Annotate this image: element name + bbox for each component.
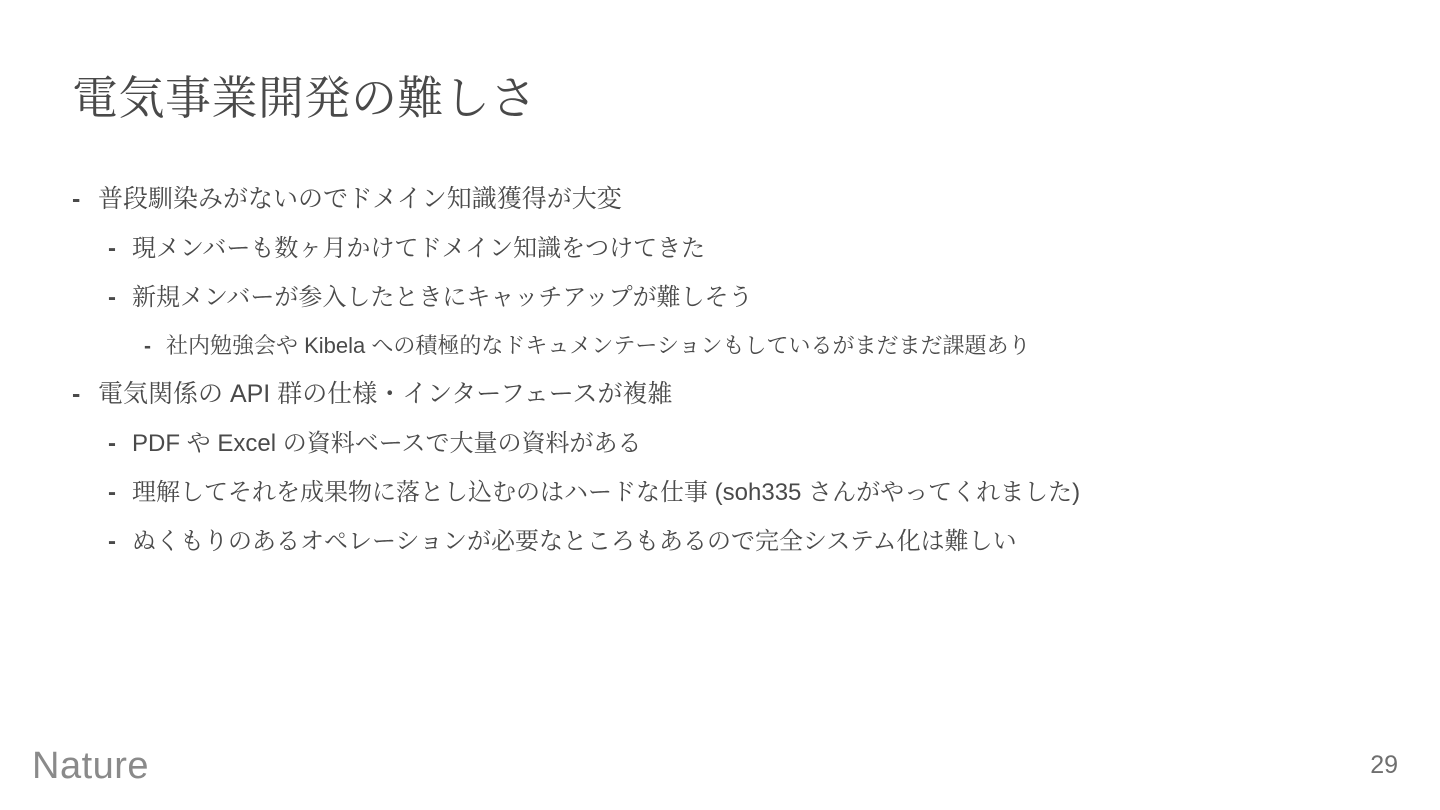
- list-item-label: 新規メンバーが参入したときにキャッチアップが難しそう: [132, 284, 753, 311]
- list-item-label: 電気関係の API 群の仕様・インターフェースが複雑: [98, 380, 673, 408]
- list-item: [108, 476, 1372, 509]
- bullet-list: [72, 182, 1372, 574]
- list-item: [72, 377, 1372, 411]
- list-item: [108, 427, 1372, 460]
- bullet-marker: -: [72, 185, 81, 213]
- bullet-marker: -: [144, 335, 151, 358]
- list-item: [72, 182, 1372, 216]
- list-item: [108, 232, 1372, 265]
- list-item: [144, 330, 1372, 361]
- list-item: [108, 281, 1372, 314]
- bullet-marker: -: [108, 479, 116, 506]
- brand-logo: Nature: [32, 745, 150, 787]
- bullet-marker: -: [108, 430, 116, 457]
- list-item-label: 社内勉強会や Kibela への積極的なドキュメンテーションもしているがまだまだ課題あり: [166, 333, 1031, 358]
- list-item-label: ぬくもりのあるオペレーションが必要なところもあるので完全システム化は難しい: [132, 528, 1017, 555]
- list-item-label: 理解してそれを成果物に落とし込むのはハードな仕事 (soh335 さんがやってくれました): [132, 479, 1081, 506]
- bullet-marker: -: [108, 528, 116, 555]
- bullet-marker: -: [72, 380, 81, 408]
- bullet-marker: -: [108, 235, 116, 262]
- list-item-label: 普段馴染みがないのでドメイン知識獲得が大変: [98, 185, 622, 213]
- list-item-label: 現メンバーも数ヶ月かけてドメイン知識をつけてきた: [132, 235, 706, 262]
- page-title: 電気事業開発の難しさ: [72, 72, 537, 124]
- list-item-label: PDF や Excel の資料ベースで大量の資料がある: [132, 430, 642, 457]
- page-number: 29: [1370, 751, 1398, 779]
- bullet-marker: -: [108, 284, 116, 311]
- list-item: [108, 525, 1372, 558]
